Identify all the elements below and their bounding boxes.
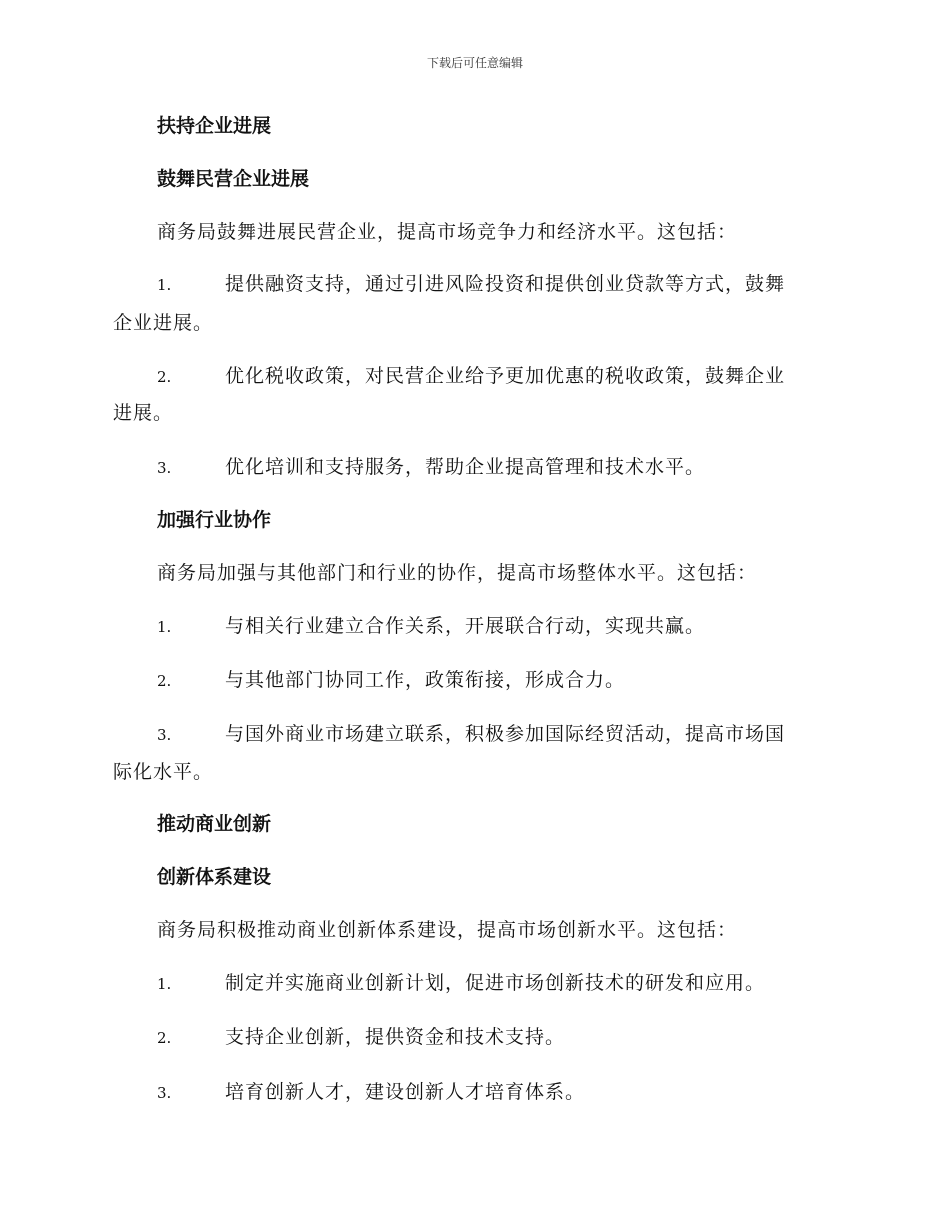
subsection-heading: 加强行业协作	[157, 509, 272, 531]
item-text: 与相关行业建立合作关系，开展联合行动，实现共赢。	[225, 615, 706, 637]
item-text: 支持企业创新，提供资金和技术支持。	[225, 1026, 566, 1048]
item-continuation: 企业进展。	[113, 312, 214, 334]
item-number: 2.	[157, 1029, 172, 1047]
item-number: 3.	[157, 459, 172, 477]
item-text: 制定并实施商业创新计划，促进市场创新技术的研发和应用。	[225, 972, 766, 994]
intro-paragraph: 商务局积极推动商业创新体系建设，提高市场创新水平。这包括：	[157, 919, 738, 941]
intro-paragraph: 商务局鼓舞进展民营企业，提高市场竞争力和经济水平。这包括：	[157, 221, 738, 243]
item-text: 优化税收政策，对民营企业给予更加优惠的税收政策，鼓舞企业	[225, 365, 786, 387]
page-header: 下载后可任意编辑	[426, 56, 523, 70]
subsection-heading: 创新体系建设	[157, 866, 272, 888]
item-text: 提供融资支持，通过引进风险投资和提供创业贷款等方式，鼓舞	[225, 273, 786, 295]
item-number: 1.	[157, 276, 172, 294]
item-text: 优化培训和支持服务，帮助企业提高管理和技术水平。	[225, 456, 706, 478]
item-number: 1.	[157, 618, 172, 636]
item-number: 2.	[157, 672, 172, 690]
item-number: 3.	[157, 726, 172, 744]
item-continuation: 进展。	[113, 402, 174, 424]
item-text: 与国外商业市场建立联系，积极参加国际经贸活动，提高市场国	[225, 723, 786, 745]
item-number: 2.	[157, 368, 172, 386]
item-text: 与其他部门协同工作，政策衔接，形成合力。	[225, 669, 626, 691]
item-continuation: 际化水平。	[113, 761, 214, 783]
intro-paragraph: 商务局加强与其他部门和行业的协作，提高市场整体水平。这包括：	[157, 562, 758, 584]
item-number: 3.	[157, 1084, 172, 1102]
section-heading: 扶持企业进展	[157, 115, 272, 137]
item-number: 1.	[157, 975, 172, 993]
section-heading: 推动商业创新	[157, 813, 272, 835]
item-text: 培育创新人才，建设创新人才培育体系。	[225, 1081, 586, 1103]
subsection-heading: 鼓舞民营企业进展	[157, 168, 310, 190]
